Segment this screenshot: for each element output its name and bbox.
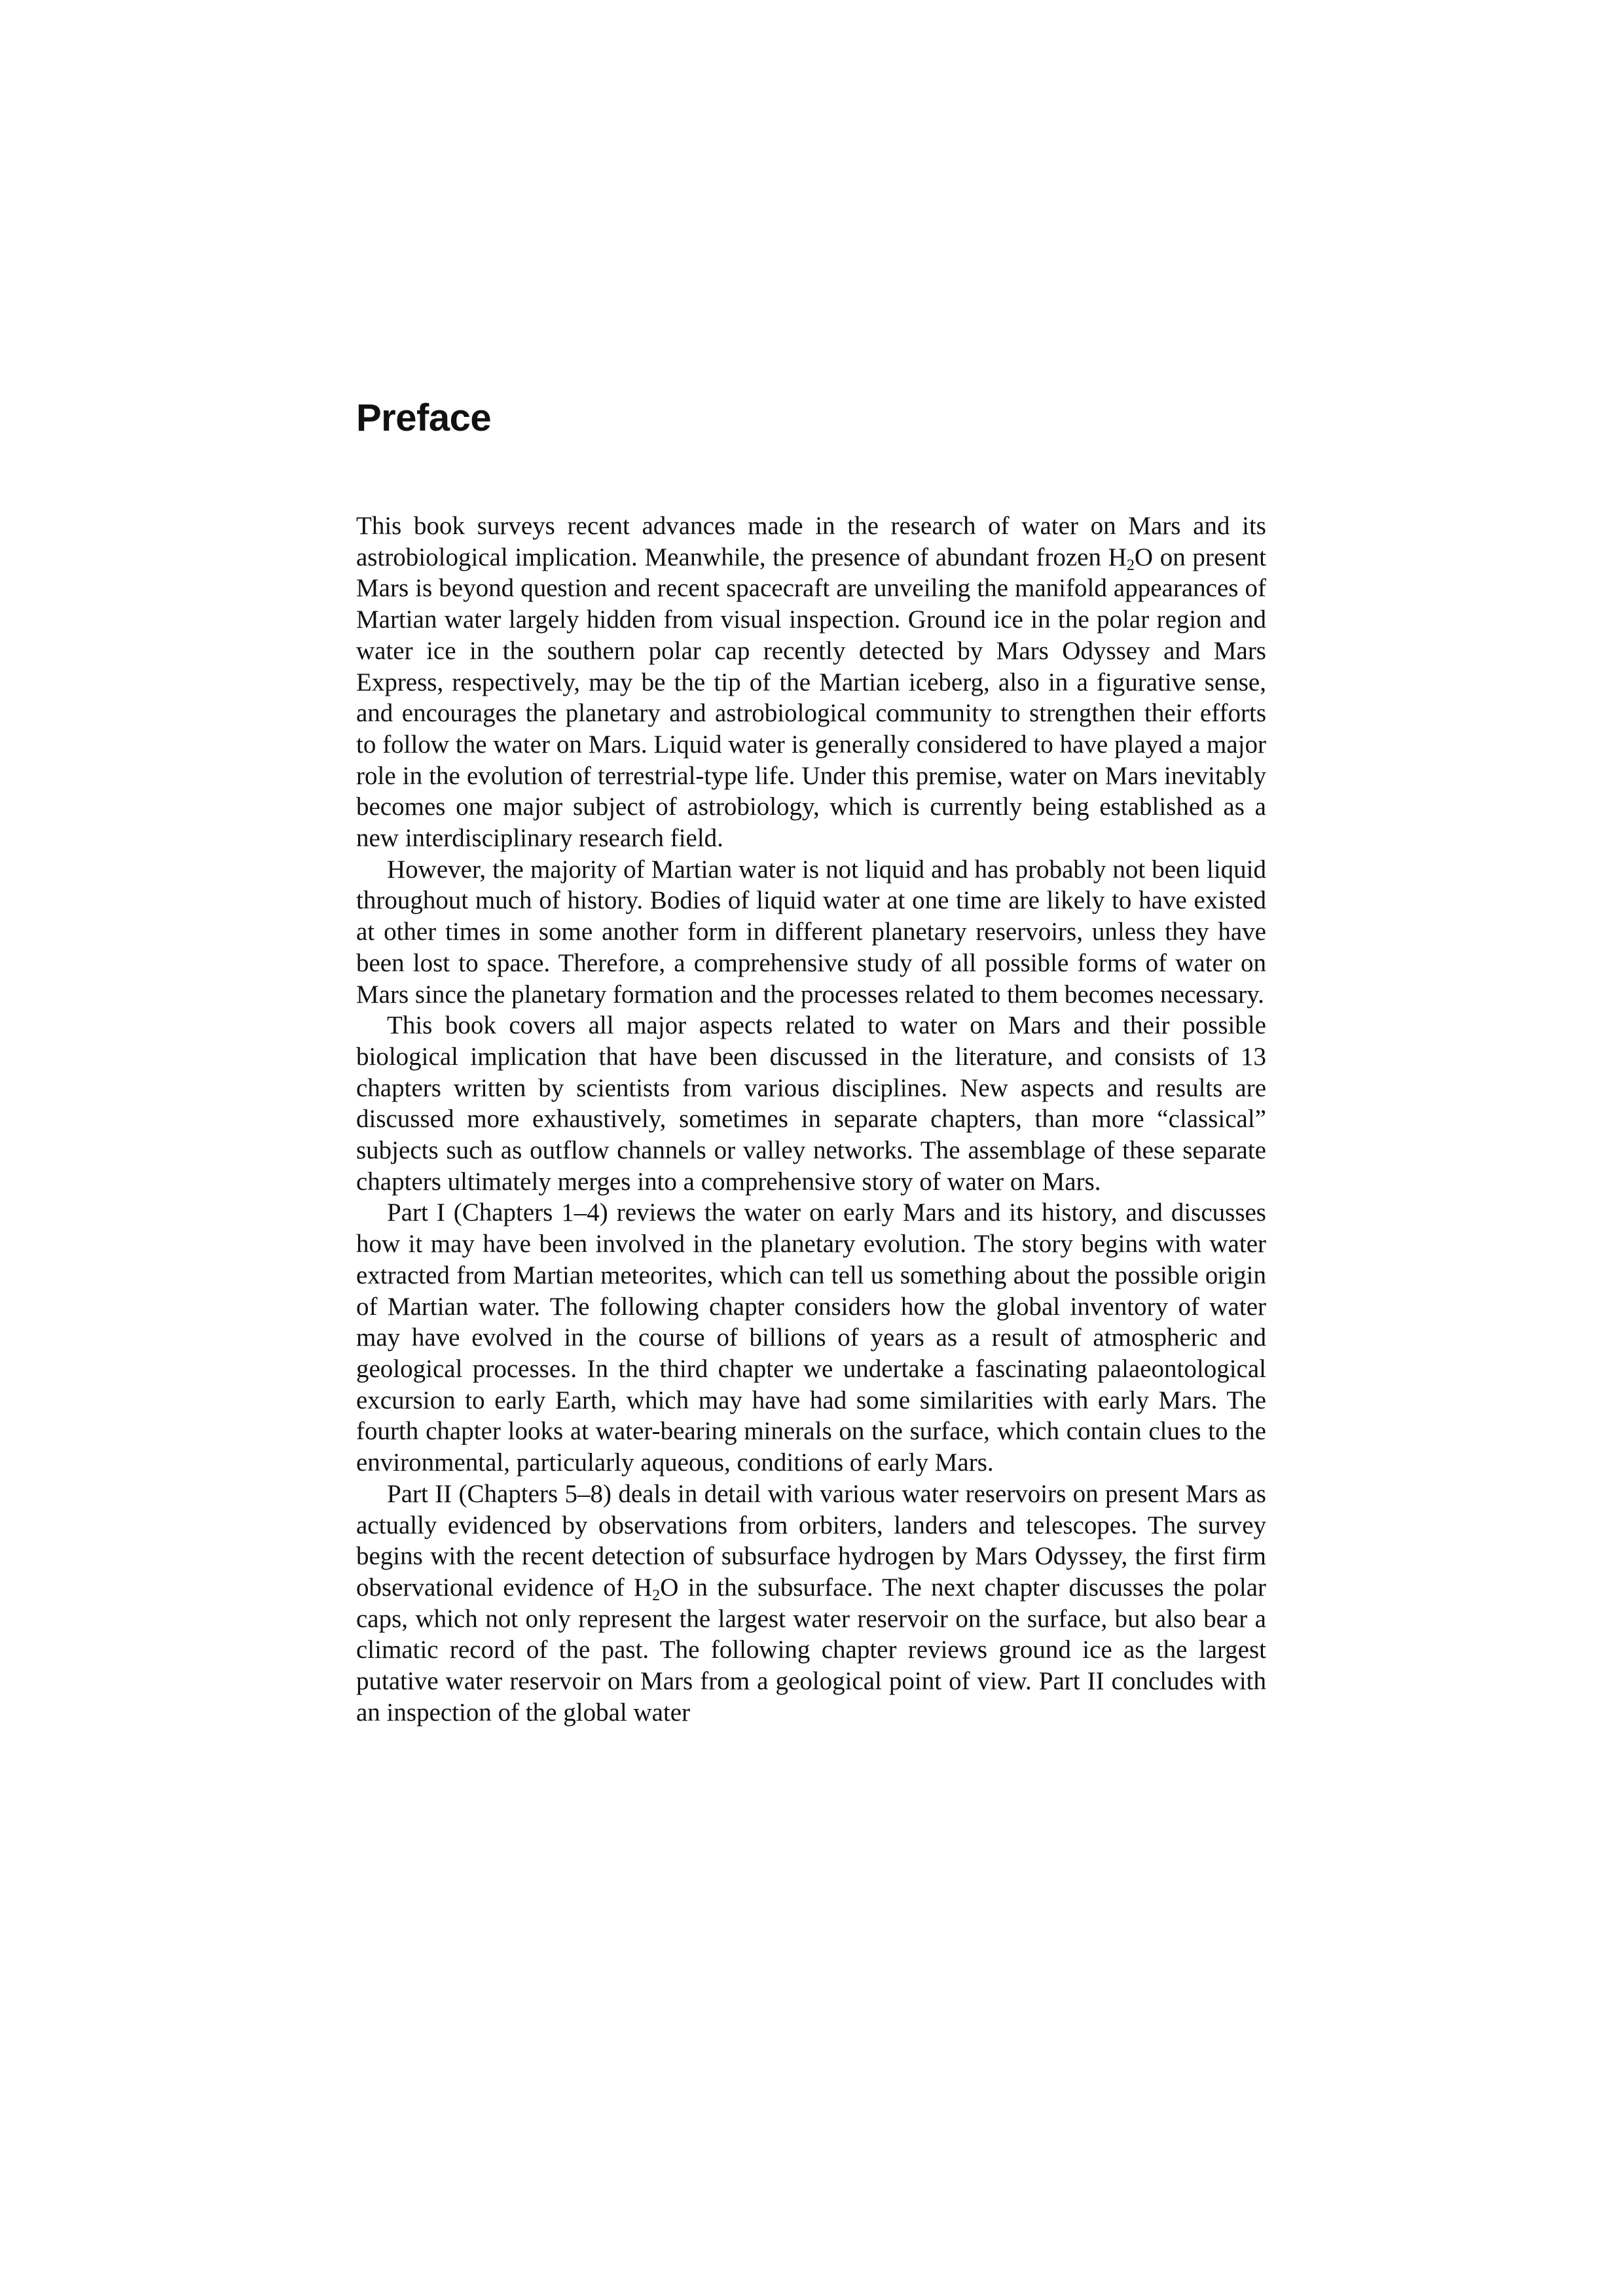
paragraph-2 — [356, 854, 1266, 1011]
paragraph-5 — [356, 1479, 1266, 1729]
paragraph-text: This book surveys recent advances made in the research of water on Mars and its astrobiological implication. Meanwhile, the presence of abundant frozen H — [356, 512, 1266, 571]
paragraph-text: Part II (Chapters 5–8) deals in detail with various water reservoirs on present Mars as actually evidenced by observations from orbiters, landers and telescopes. The survey begins with the recent detection of subsurface hydrogen by Mars Odyssey, the first firm observational evidence of H — [356, 1479, 1266, 1602]
preface-body — [356, 511, 1266, 1728]
paragraph-text: O on present Mars is beyond question and recent spacecraft are unveiling the manifold appearances of Martian water largely hidden from visual inspection. Ground ice in the polar region and water ice in the southern polar cap recently detected by Mars Odyssey and Mars Express, respectively, may be the tip of the Martian iceberg, also in a figurative sense, and encourages the planetary and astrobiological community to strengthen their efforts to follow the water on Mars. Liquid water is generally considered to have played a major role in the evolution of terrestrial-type life. Under this premise, water on Mars inevitably becomes one major subject of astrobiology, which is currently being established as a new interdisciplinary research field. — [356, 543, 1266, 853]
subscript-2: 2 — [1126, 556, 1135, 574]
paragraph-text: O in the subsurface. The next chapter discusses the polar caps, which not only represent the largest water reservoir on the surface, but also bear a climatic record of the past. The following chapter reviews ground ice as the largest putative water reservoir on Mars from a geological point of view. Part II concludes with an inspection of the global water — [356, 1573, 1266, 1727]
paragraph-4 — [356, 1197, 1266, 1478]
page-title: Preface — [356, 397, 492, 439]
paragraph-1 — [356, 511, 1266, 854]
paragraph-3 — [356, 1010, 1266, 1197]
subscript-2: 2 — [652, 1586, 661, 1604]
paragraph-text: This book covers all major aspects related to water on Mars and their possible biological implication that have been discussed in the literature, and consists of 13 chapters written by scientists from various disciplines. New aspects and results are discussed more exhaustively, sometimes in separate chapters, than more “classical” subjects such as outflow channels or valley networks. The assemblage of these separate chapters ultimately merges into a comprehensive story of water on Mars. — [356, 1011, 1266, 1196]
paragraph-text: However, the majority of Martian water is not liquid and has probably not been liquid throughout much of history. Bodies of liquid water at one time are likely to have existed at other times in some another form in different planetary reservoirs, unless they have been lost to space. Therefore, a comprehensive study of all possible forms of water on Mars since the planetary formation and the processes related to them becomes necessary. — [356, 855, 1266, 1009]
paragraph-text: Part I (Chapters 1–4) reviews the water on early Mars and its history, and discusses how it may have been involved in the planetary evolution. The story begins with water extracted from Martian meteorites, which can tell us something about the possible origin of Martian water. The following chapter considers how the global inventory of water may have evolved in the course of billions of years as a result of atmospheric and geological processes. In the third chapter we undertake a fascinating palaeontological excursion to early Earth, which may have had some similarities with early Mars. The fourth chapter looks at water-bearing minerals on the surface, which contain clues to the environmental, particularly aqueous, conditions of early Mars. — [356, 1198, 1266, 1477]
